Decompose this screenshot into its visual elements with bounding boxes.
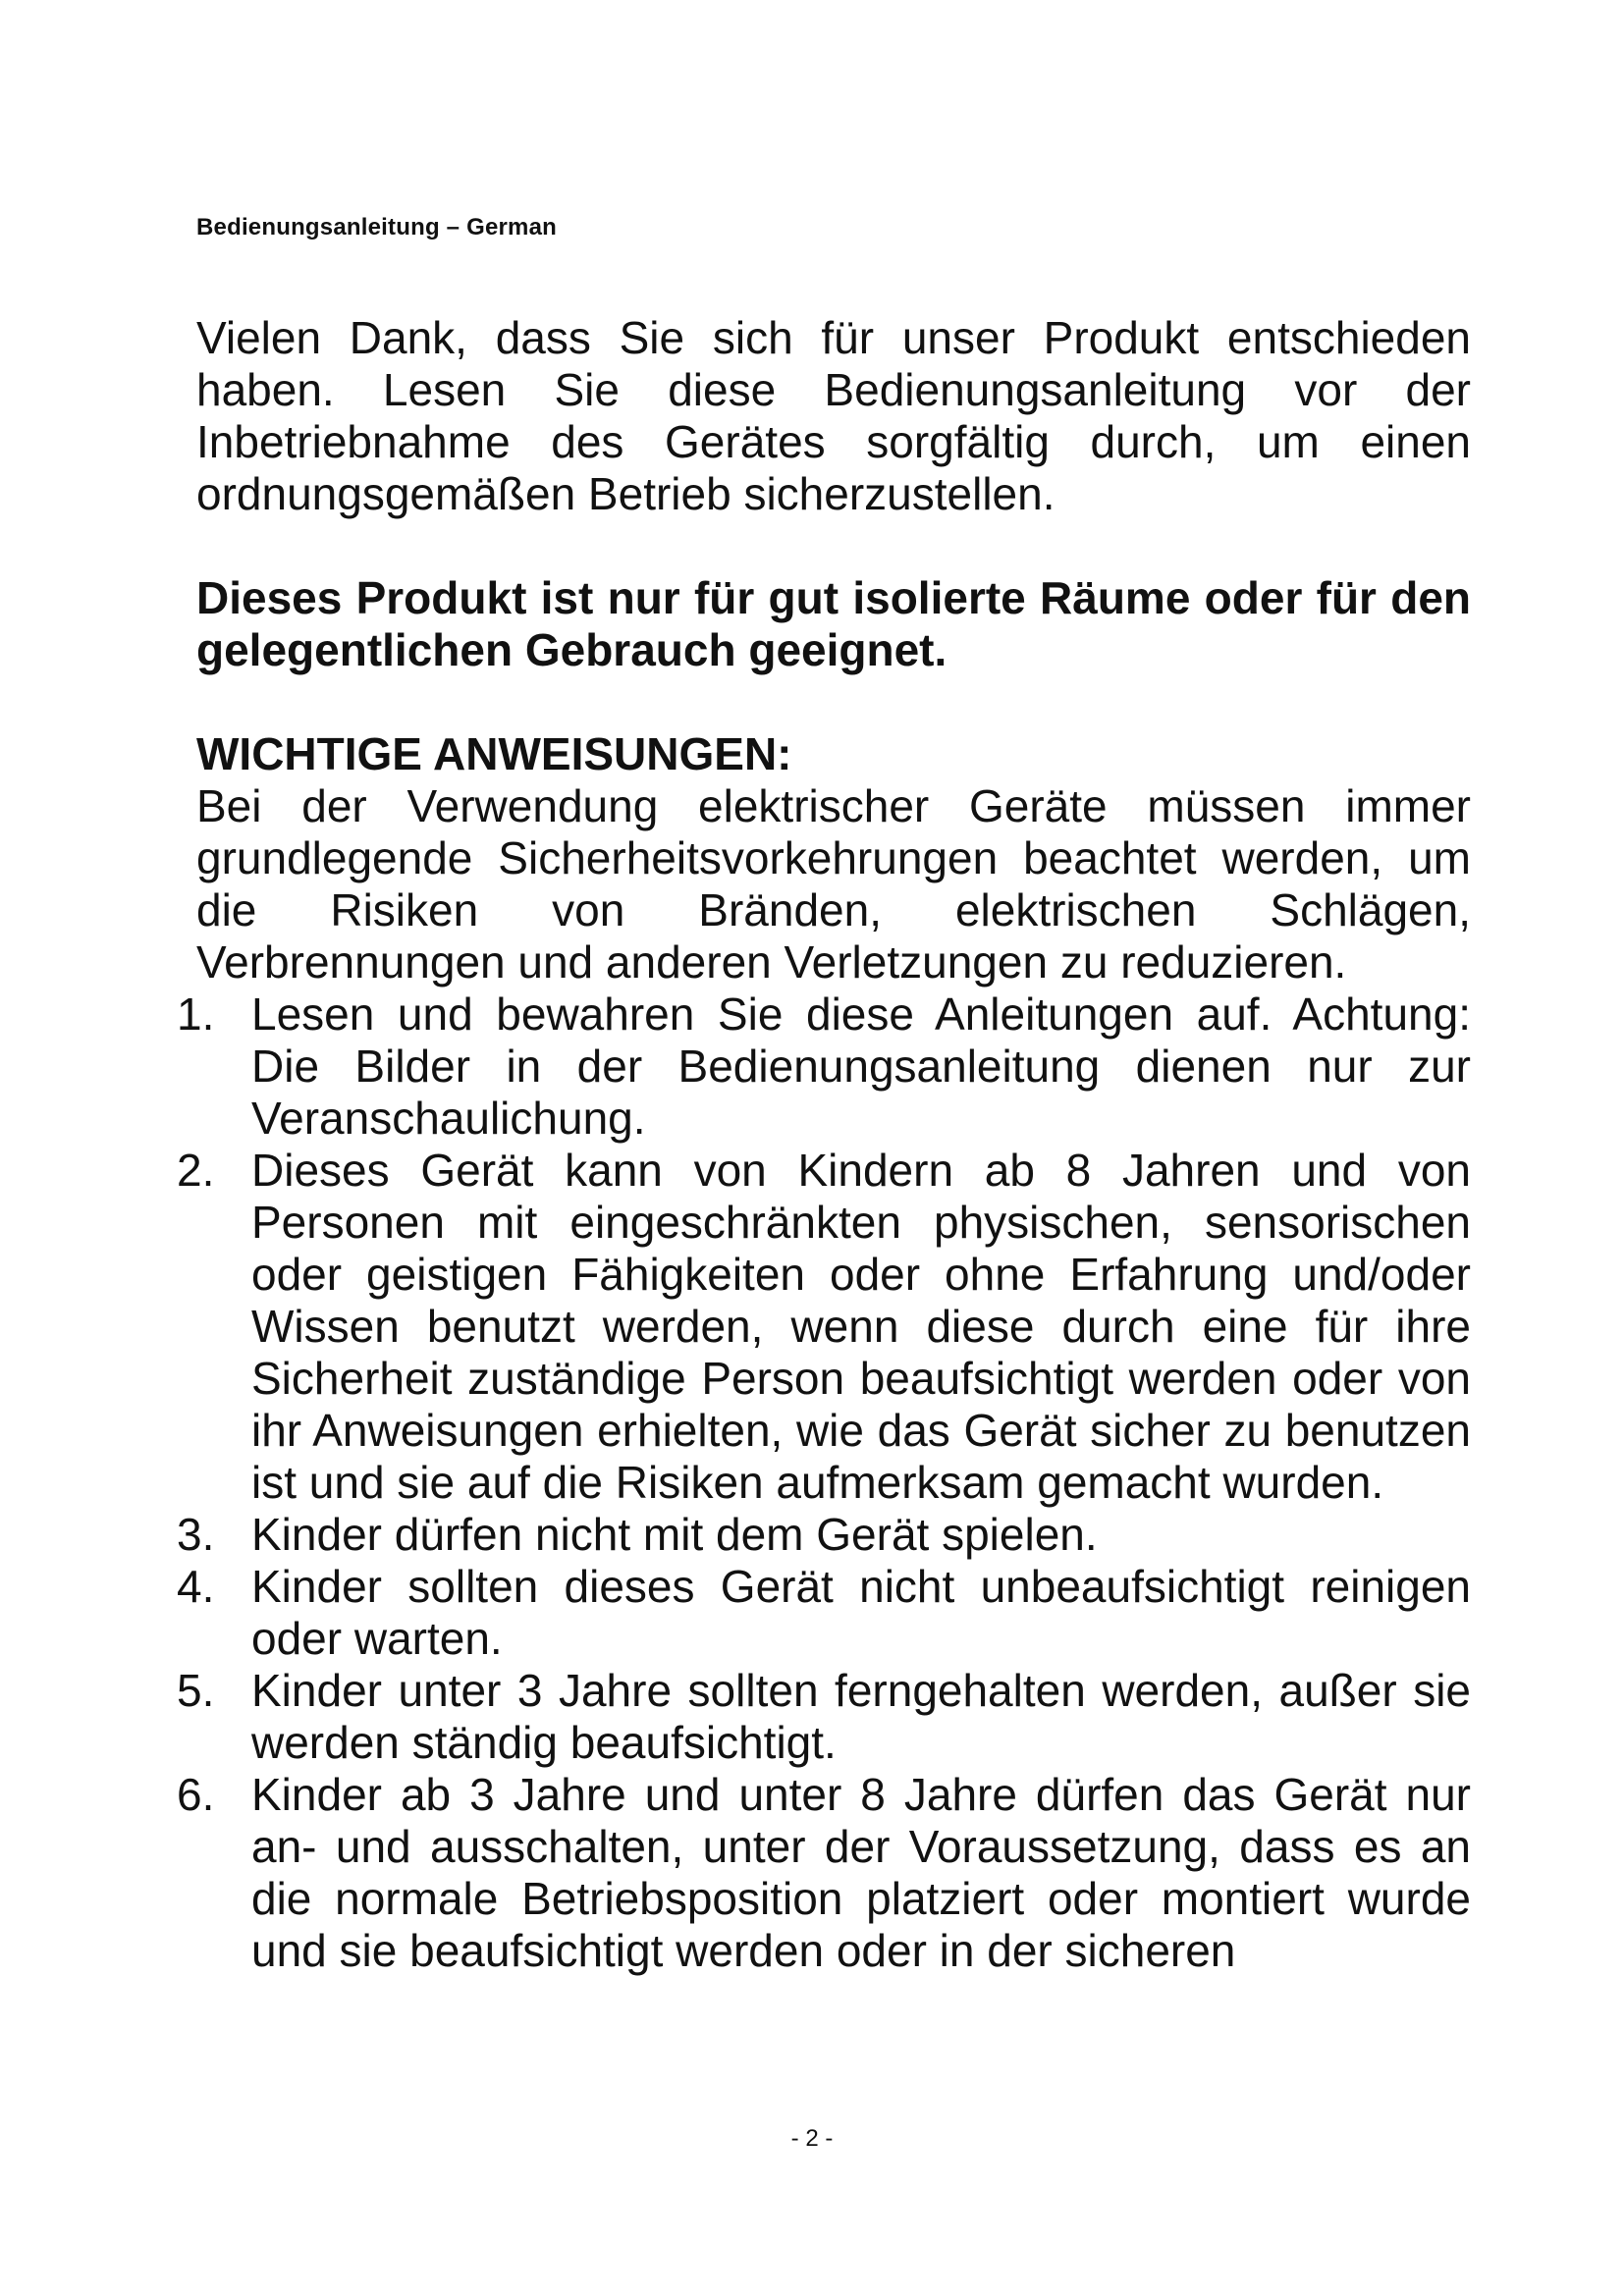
instruction-list	[177, 988, 1471, 1977]
list-item-text: Kinder unter 3 Jahre sollten ferngehalten werden, außer sie werden ständig beaufsichtigt.	[251, 1665, 1471, 1768]
document-body	[177, 312, 1471, 1977]
page-number: - 2 -	[790, 2125, 834, 2152]
warning-paragraph: Dieses Produkt ist nur für gut isolierte Räume oder für den gelegentlichen Gebrauch geeignet.	[196, 572, 1471, 675]
list-item-text: Kinder dürfen nicht mit dem Gerät spielen.	[251, 1509, 1098, 1560]
list-item-text: Dieses Gerät kann von Kindern ab 8 Jahren und von Personen mit eingeschränkten physischen, sensorischen oder geistigen Fähigkeiten oder ohne Erfahrung und/oder Wissen benutzt werden, wenn diese durch eine für ihre Sicherheit zuständige Person beaufsichtigt werden oder von ihr Anweisungen erhielten, wie das Gerät sicher zu benutzen ist und sie auf die Risiken aufmerksam gemacht wurden.	[251, 1145, 1471, 1508]
list-item-number: 3.	[177, 1509, 215, 1560]
list-item	[177, 988, 1471, 1145]
list-item	[177, 1665, 1471, 1769]
section-title: WICHTIGE ANWEISUNGEN:	[196, 728, 792, 779]
list-item-number: 1.	[177, 988, 215, 1040]
list-item-text: Kinder ab 3 Jahre und unter 8 Jahre dürfen das Gerät nur an- und ausschalten, unter der Voraussetzung, dass es an die normale Betriebsposition platziert oder montiert wurde und sie beaufsichtigt werden oder in der sicheren	[251, 1769, 1471, 1976]
list-item	[177, 1509, 1471, 1561]
list-item-number: 6.	[177, 1769, 215, 1820]
page-header: Bedienungsanleitung – German	[196, 214, 557, 240]
list-item-text: Lesen und bewahren Sie diese Anleitungen auf. Achtung: Die Bilder in der Bedienungsanleitung dienen nur zur Veranschaulichung.	[251, 988, 1471, 1144]
list-item	[177, 1145, 1471, 1509]
list-item-text: Kinder sollten dieses Gerät nicht unbeaufsichtigt reinigen oder warten.	[251, 1561, 1471, 1664]
list-item	[177, 1769, 1471, 1977]
list-item-number: 2.	[177, 1145, 215, 1196]
intro-paragraph: Vielen Dank, dass Sie sich für unser Produkt entschieden haben. Lesen Sie diese Bedienungsanleitung vor der Inbetriebnahme des Gerätes sorgfältig durch, um einen ordnungsgemäßen Betrieb sicherzustellen.	[196, 312, 1471, 519]
list-item-number: 5.	[177, 1665, 215, 1716]
section-intro-paragraph: Bei der Verwendung elektrischer Geräte müssen immer grundlegende Sicherheitsvorkehrungen beachtet werden, um die Risiken von Bränden, elektrischen Schlägen, Verbrennungen und anderen Verletzungen zu reduzieren.	[196, 780, 1471, 988]
list-item-number: 4.	[177, 1561, 215, 1612]
list-item	[177, 1561, 1471, 1665]
